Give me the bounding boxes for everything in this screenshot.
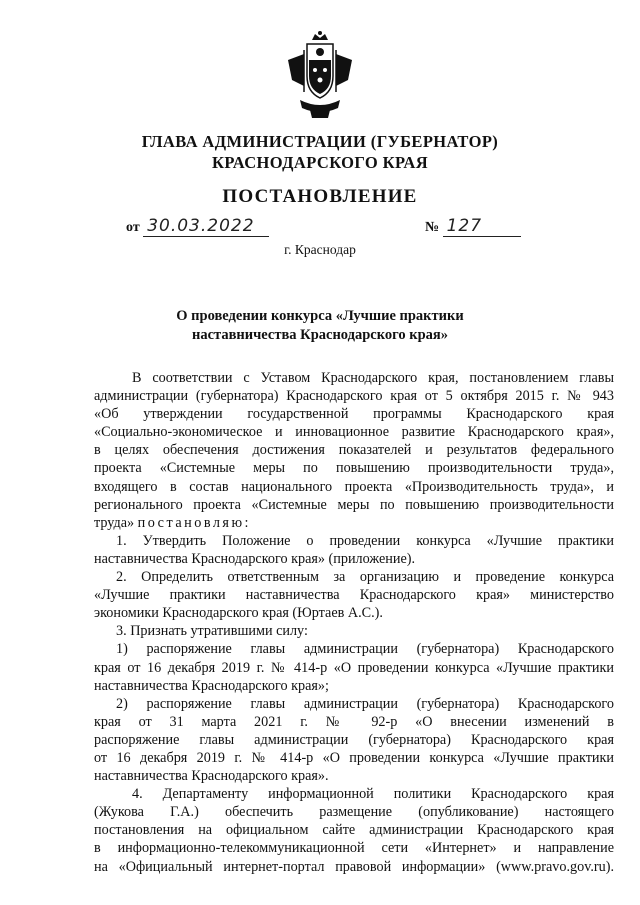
date-prefix: от <box>126 220 140 235</box>
body-line: проекта «Системные меры по повышению производительности труда», <box>94 460 614 477</box>
body-line: 1. Утвердить Положение о проведении конкурса «Лучшие практики <box>116 532 614 549</box>
subject-line: О проведении конкурса «Лучшие практики <box>176 308 464 324</box>
body-line: 1) распоряжение главы администрации (губернатора) Краснодарского <box>116 641 614 658</box>
date-value: 30.03.2022 <box>147 216 255 236</box>
number-prefix: № <box>425 220 440 235</box>
number-field <box>425 218 521 237</box>
issuer-line-2: КРАСНОДАРСКОГО КРАЯ <box>211 153 429 172</box>
body-text: труда» <box>94 514 135 531</box>
body-line: от 16 декабря 2019 г. № 414-р «О проведении конкурса «Лучшие практики <box>94 749 614 766</box>
document-body <box>94 369 614 876</box>
subject-line: наставничества Краснодарского края» <box>192 327 448 343</box>
body-line: входящего в состав национального проекта «Производительность труда», и <box>94 478 614 495</box>
body-line: «Социально-экономическое и инновационное развитие Краснодарского края», <box>94 424 614 441</box>
document-subject <box>0 307 640 345</box>
body-line: распоряжение главы администрации (губернатора) Краснодарского края <box>94 731 614 748</box>
coat-of-arms-icon <box>282 30 358 120</box>
body-line: края от 16 декабря 2019 г. № 414-р «О проведении конкурса «Лучшие практики <box>94 659 614 676</box>
body-line: 3. Признать утратившими силу: <box>116 623 308 640</box>
issuer-line-1: ГЛАВА АДМИНИСТРАЦИИ (ГУБЕРНАТОР) <box>141 132 499 151</box>
body-line: края от 31 марта 2021 г. № 92-р «О внесении изменений в <box>94 713 614 730</box>
body-line: администрации (губернатора) Краснодарского края от 5 октября 2015 г. № 943 <box>94 388 614 405</box>
body-line: 4. Департаменту информационной политики Краснодарского края <box>132 786 614 803</box>
body-line: регионального проекта «Системные меры по повышению производительности <box>94 496 614 513</box>
body-line: постановления на официальном сайте администрации Краснодарского края <box>94 822 614 839</box>
body-line: «Лучшие практики наставничества Краснодарского края» министерство <box>94 587 614 604</box>
body-line: экономики Краснодарского края (Юртаев А.С.). <box>94 605 383 622</box>
body-line: на «Официальный интернет-портал правовой информации» (www.pravo.gov.ru). <box>94 858 614 875</box>
body-line: наставничества Краснодарского края»; <box>94 677 329 694</box>
body-line: 2) распоряжение главы администрации (губернатора) Краснодарского <box>116 695 614 712</box>
body-line: наставничества Краснодарского края» (приложение). <box>94 550 416 567</box>
body-line: (Жукова Г.А.) обеспечить размещение (опубликование) настоящего <box>94 804 614 821</box>
body-line <box>94 514 614 532</box>
date-field <box>126 218 269 237</box>
document-type: ПОСТАНОВЛЕНИЕ <box>222 186 418 207</box>
body-line: В соответствии с Уставом Краснодарского края, постановлением главы <box>132 370 614 386</box>
body-line: в целях обеспечения достижения показателей и результатов федерального <box>94 442 614 459</box>
decree-verb: постановляю: <box>137 514 251 531</box>
body-line: «Об утверждении государственной программы Краснодарского края <box>94 406 614 423</box>
body-line: в информационно-телекоммуникационной сети «Интернет» и направление <box>94 840 614 857</box>
body-line: наставничества Краснодарского края». <box>94 768 329 785</box>
body-line: 2. Определить ответственным за организацию и проведение конкурса <box>116 569 614 586</box>
number-value: 127 <box>446 216 483 236</box>
city: г. Краснодар <box>284 242 356 257</box>
